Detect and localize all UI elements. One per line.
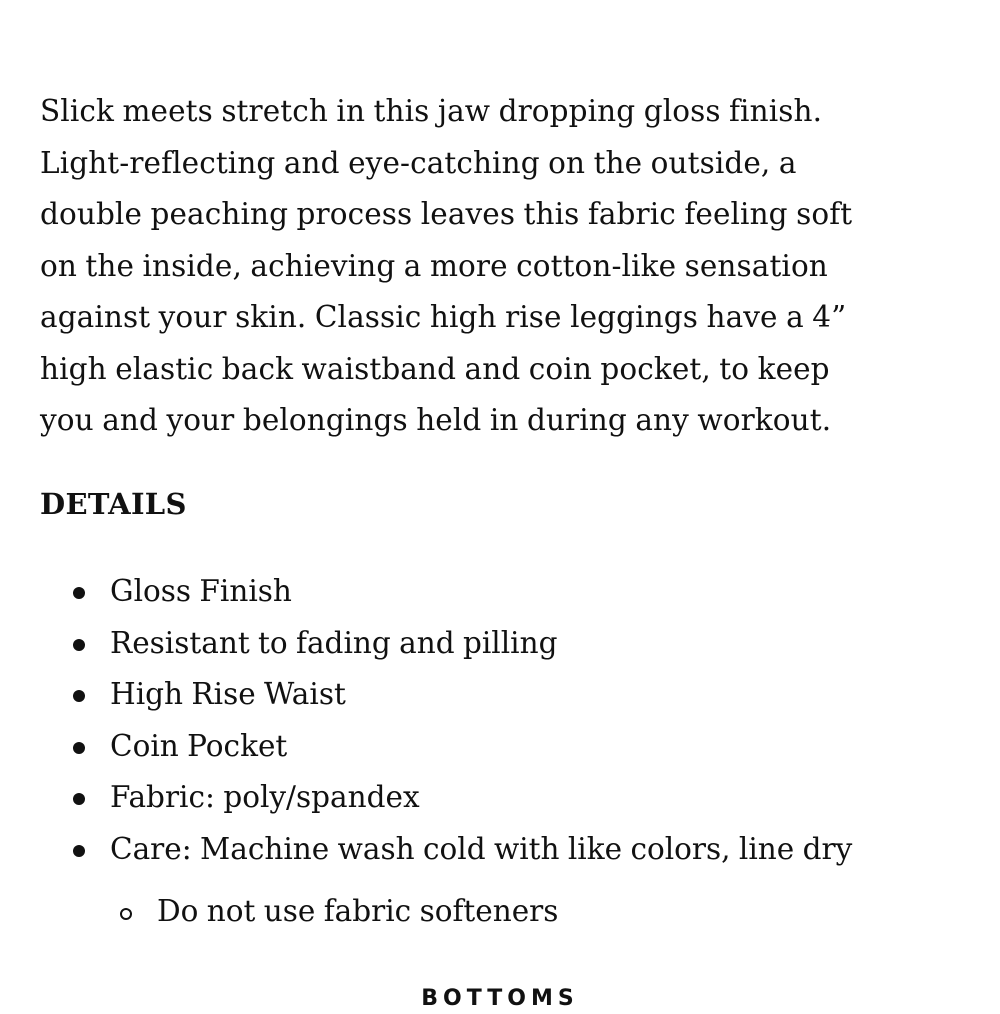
description-line: against your skin. Classic high rise leggings have a 4” (40, 300, 847, 334)
bullet-icon (73, 587, 85, 599)
details-item (40, 566, 852, 618)
description-line: you and your belongings held in during any workout. (40, 403, 832, 437)
details-item-text: Resistant to fading and pilling (110, 625, 558, 660)
details-item (40, 721, 852, 773)
description-line: on the inside, achieving a more cotton-like sensation (40, 248, 828, 283)
details-item (40, 669, 852, 721)
description-line: Slick meets stretch in this jaw dropping gloss finish. (40, 94, 823, 128)
bottoms-section-heading: BOTTOMS (421, 986, 579, 1011)
details-item-text: Coin Pocket (110, 728, 288, 763)
details-item-text: High Rise Waist (110, 677, 346, 711)
details-item-text: Fabric: poly/spandex (110, 780, 420, 814)
description-line: Light-reflecting and eye-catching on the outside, a (40, 145, 797, 180)
details-item-text: Care: Machine wash cold with like colors, line dry (110, 831, 853, 866)
bullet-icon (73, 639, 85, 651)
details-sub-item-text: Do not use fabric softeners (157, 894, 559, 928)
details-item (40, 772, 852, 824)
bullet-icon (73, 742, 85, 754)
details-item (40, 824, 852, 876)
details-item (40, 618, 852, 670)
description-line: high elastic back waistband and coin pocket, to keep (40, 351, 830, 386)
details-heading: DETAILS (40, 487, 187, 521)
description-line: double peaching process leaves this fabric feeling soft (40, 197, 853, 231)
hollow-bullet-icon (120, 908, 132, 920)
bullet-icon (73, 845, 85, 857)
details-list (40, 566, 852, 935)
product-description (40, 86, 960, 447)
details-sub-item (40, 875, 852, 935)
bullet-icon (73, 793, 85, 805)
bullet-icon (73, 690, 85, 702)
details-item-text: Gloss Finish (110, 574, 292, 608)
